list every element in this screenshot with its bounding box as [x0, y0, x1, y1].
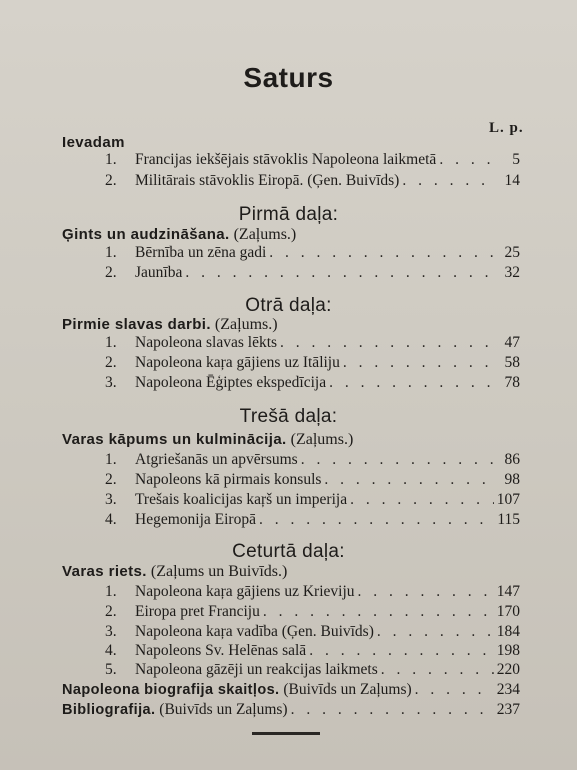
toc-entry-closing: Napoleona biografija skaitļos. (Buivīds un Zaļums) . . . 234	[62, 681, 520, 701]
toc-entry: 1. Bērnība un zēna gadi . . . 25	[105, 244, 520, 264]
toc-entry: 2. Napoleons kā pirmais konsuls . . . 98	[105, 471, 520, 491]
toc-entry: 5. Napoleona gāzēji un reakcijas laikmets . . . 220	[105, 661, 520, 681]
page-title: Saturs	[243, 62, 334, 93]
toc-entry: 3. Napoleona kaŗa vadība (Ģen. Buivīds) . . . 184	[105, 623, 520, 643]
part-title: Ceturtā daļa:	[232, 541, 345, 562]
toc-entry: 2. Eiropa pret Franciju . . . 170	[105, 603, 520, 623]
toc-entry: 1. Atgriešanās un apvērsums . . . 86	[105, 451, 520, 471]
toc-entry: 1. Napoleona kaŗa gājiens uz Krieviju . . . 147	[105, 583, 520, 603]
toc-entry: 3. Napoleona Ēģiptes ekspedīcija . . . 78	[105, 374, 520, 394]
part-title: Trešā daļa:	[239, 406, 338, 427]
section-heading: Pirmie slavas darbi. (Zaļums.)	[62, 316, 278, 333]
toc-entry: 1. Napoleona slavas lēkts . . . 47	[105, 334, 520, 354]
toc-entry: 2. Jaunība . . . 32	[105, 264, 520, 284]
part-title: Pirmā daļa:	[238, 204, 339, 225]
section-heading: Varas riets. (Zaļums un Buivīds.)	[62, 563, 288, 580]
toc-entry: 2. Militārais stāvoklis Eiropā. (Ģen. Buivīds) . . . 14	[105, 172, 520, 192]
section-heading: Ģints un audzināšana. (Zaļums.)	[62, 226, 297, 243]
page-column-label: L. p.	[489, 120, 524, 136]
toc-entry: 3. Trešais koalicijas kaŗš un imperija . . . 107	[105, 491, 520, 511]
toc-entry-closing: Bibliografija. (Buivīds un Zaļums) . . . 237	[62, 701, 520, 721]
toc-entry: 4. Napoleons Sv. Helēnas salā . . . 198	[105, 642, 520, 662]
toc-entry: 2. Napoleona kaŗa gājiens uz Itāliju . . . 58	[105, 354, 520, 374]
part-title: Otrā daļa:	[245, 295, 332, 316]
section-heading: Varas kāpums un kulminācija. (Zaļums.)	[62, 431, 354, 448]
closing-rule	[252, 732, 320, 735]
toc-entry: 4. Hegemonija Eiropā . . . 115	[105, 511, 520, 531]
toc-entry: 1. Francijas iekšējais stāvoklis Napoleona laikmetā . . . 5	[105, 151, 520, 171]
section-heading-intro: Ievadam	[62, 134, 125, 151]
